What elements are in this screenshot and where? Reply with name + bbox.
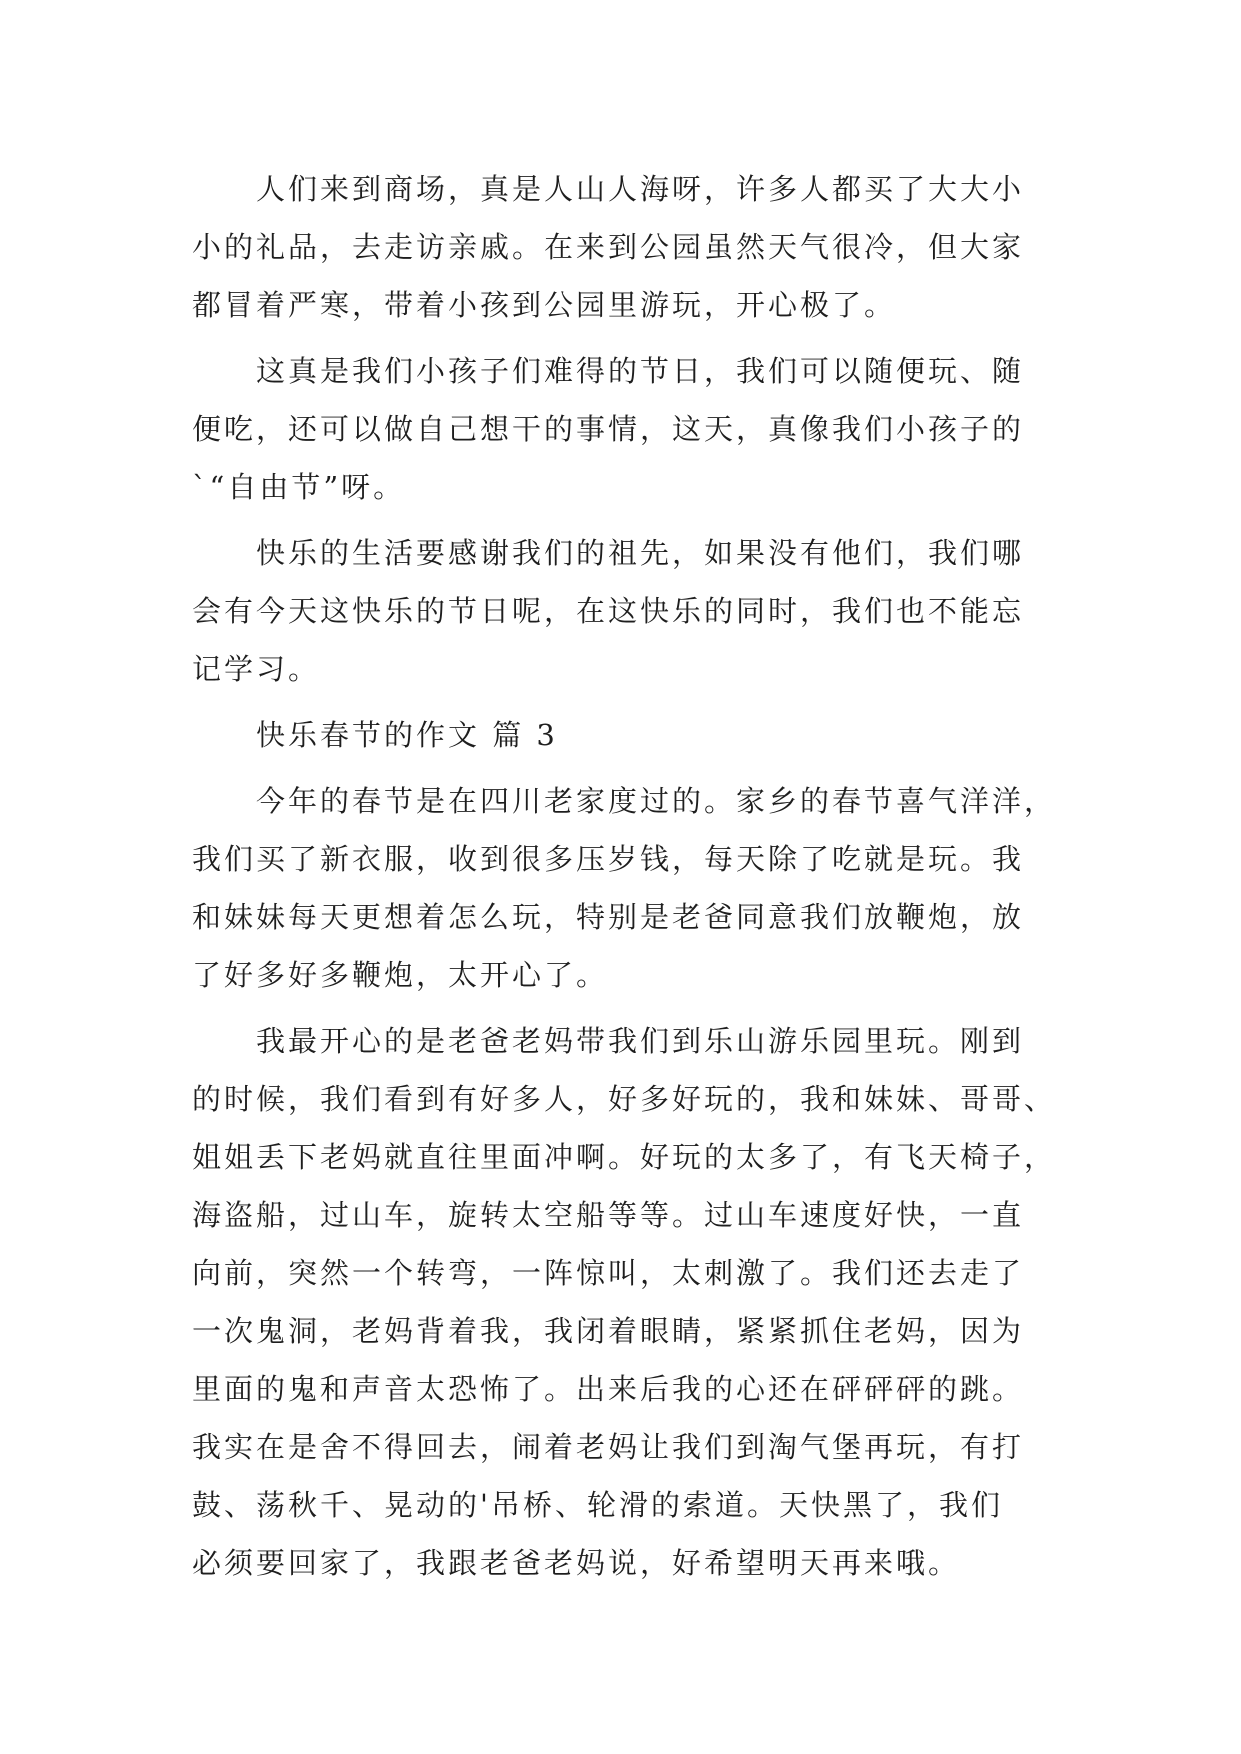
text-line: 会有今天这快乐的节日呢，在这快乐的同时，我们也不能忘: [192, 594, 1025, 628]
text-line: 我实在是舍不得回去，闹着老妈让我们到淘气堡再玩，有打: [192, 1430, 1025, 1464]
text-line: 我们买了新衣服，收到很多压岁钱，每天除了吃就是玩。我: [192, 842, 1025, 876]
heading-text: 快乐春节的作文 篇 3: [256, 718, 558, 752]
text-line: 和妹妹每天更想着怎么玩，特别是老爸同意我们放鞭炮，放: [192, 900, 1025, 934]
paragraph-5: [192, 1012, 1072, 1592]
text-line: 一次鬼洞，老妈背着我，我闭着眼睛，紧紧抓住老妈，因为: [192, 1314, 1025, 1348]
text-line: 记学习。: [192, 652, 321, 686]
text-line: 里面的鬼和声音太恐怖了。出来后我的心还在砰砰砰的跳。: [192, 1372, 1025, 1406]
text-line: 人们来到商场，真是人山人海呀，许多人都买了大大小: [256, 172, 1025, 206]
paragraph-2: [192, 342, 1072, 516]
text-line: 都冒着严寒，带着小孩到公园里游玩，开心极了。: [192, 288, 897, 322]
paragraph-4: [192, 772, 1072, 1004]
text-line: 小的礼品，去走访亲戚。在来到公园虽然天气很冷，但大家: [192, 230, 1025, 264]
text-line: 姐姐丢下老妈就直往里面冲啊。好玩的太多了，有飞天椅子，: [192, 1140, 1057, 1174]
text-line: 快乐的生活要感谢我们的祖先，如果没有他们，我们哪: [256, 536, 1025, 570]
paragraph-3: [192, 524, 1072, 698]
text-line: 海盗船，过山车，旋转太空船等等。过山车速度好快，一直: [192, 1198, 1025, 1232]
text-line: 今年的春节是在四川老家度过的。家乡的春节喜气洋洋，: [256, 784, 1057, 818]
text-line: `“自由节”呀。: [192, 470, 406, 504]
text-line: 便吃，还可以做自己想干的事情，这天，真像我们小孩子的: [192, 412, 1025, 446]
text-line: 的时候，我们看到有好多人，好多好玩的，我和妹妹、哥哥、: [192, 1082, 1057, 1116]
section-heading: [192, 706, 1072, 764]
text-line: 了好多好多鞭炮，太开心了。: [192, 958, 609, 992]
text-line: 鼓、荡秋千、晃动的'吊桥、轮滑的索道。天快黑了，我们: [192, 1488, 1003, 1522]
paragraph-1: [192, 160, 1072, 334]
text-line: 必须要回家了，我跟老爸老妈说，好希望明天再来哦。: [192, 1546, 961, 1580]
text-line: 向前，突然一个转弯，一阵惊叫，太刺激了。我们还去走了: [192, 1256, 1025, 1290]
text-line: 这真是我们小孩子们难得的节日，我们可以随便玩、随: [256, 354, 1025, 388]
document-body: [192, 160, 1072, 1600]
text-line: 我最开心的是老爸老妈带我们到乐山游乐园里玩。刚到: [256, 1024, 1025, 1058]
